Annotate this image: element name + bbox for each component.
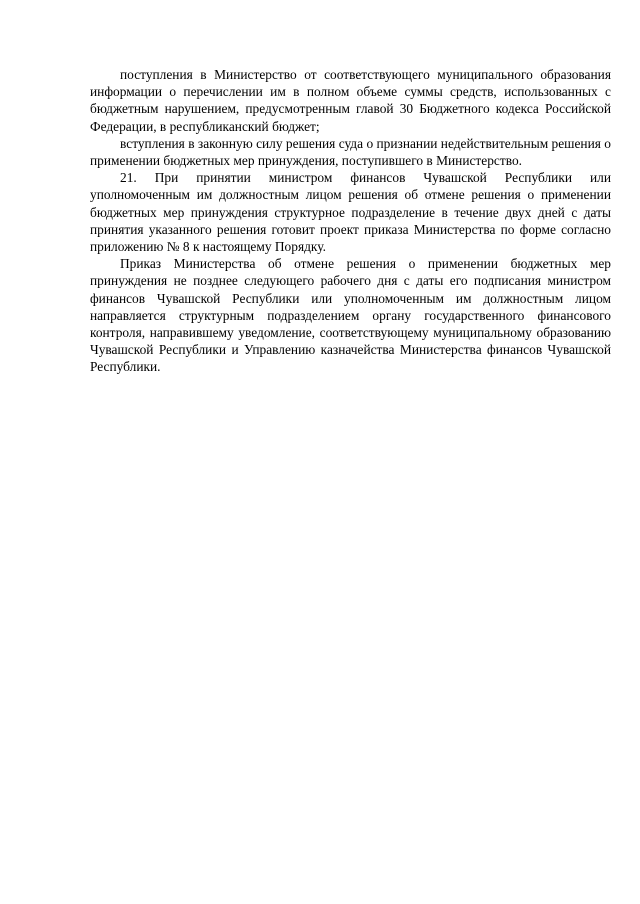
paragraph-item-21: 21. При принятии министром финансов Чувашской Республики или уполномоченным им должностным лицом решения об отмене решения о применении бюджетных мер принуждения структурное подразделение в течение двух дней с даты принятия указанного решения готовит проект приказа Министерства по форме согласно приложению № 8 к настоящему Порядку. xyxy=(90,170,611,255)
paragraph-order-of-ministry: Приказ Министерства об отмене решения о применении бюджетных мер принуждения не позднее следующего рабочего дня с даты его подписания министром финансов Чувашской Республики или уполномоченным им должностным лицом направляется структурным подразделением органу государственного финансового контроля, направившему уведомление, соответствующему муниципальному образованию Чувашской Республики и Управлению казначейства Министерства финансов Чувашской Республики. xyxy=(90,256,611,375)
document-body xyxy=(90,66,611,376)
paragraph-receipt-of-information: поступления в Министерство от соответствующего муниципального образования информации о перечислении им в полном объеме суммы средств, использованных с бюджетным нарушением, предусмотренным главой 30 Бюджетного кодекса Российской Федерации, в республиканский бюджет; xyxy=(90,67,611,134)
paragraph-court-decision: вступления в законную силу решения суда о признании недействительным решения о применении бюджетных мер принуждения, поступившего в Министерство. xyxy=(90,135,611,169)
